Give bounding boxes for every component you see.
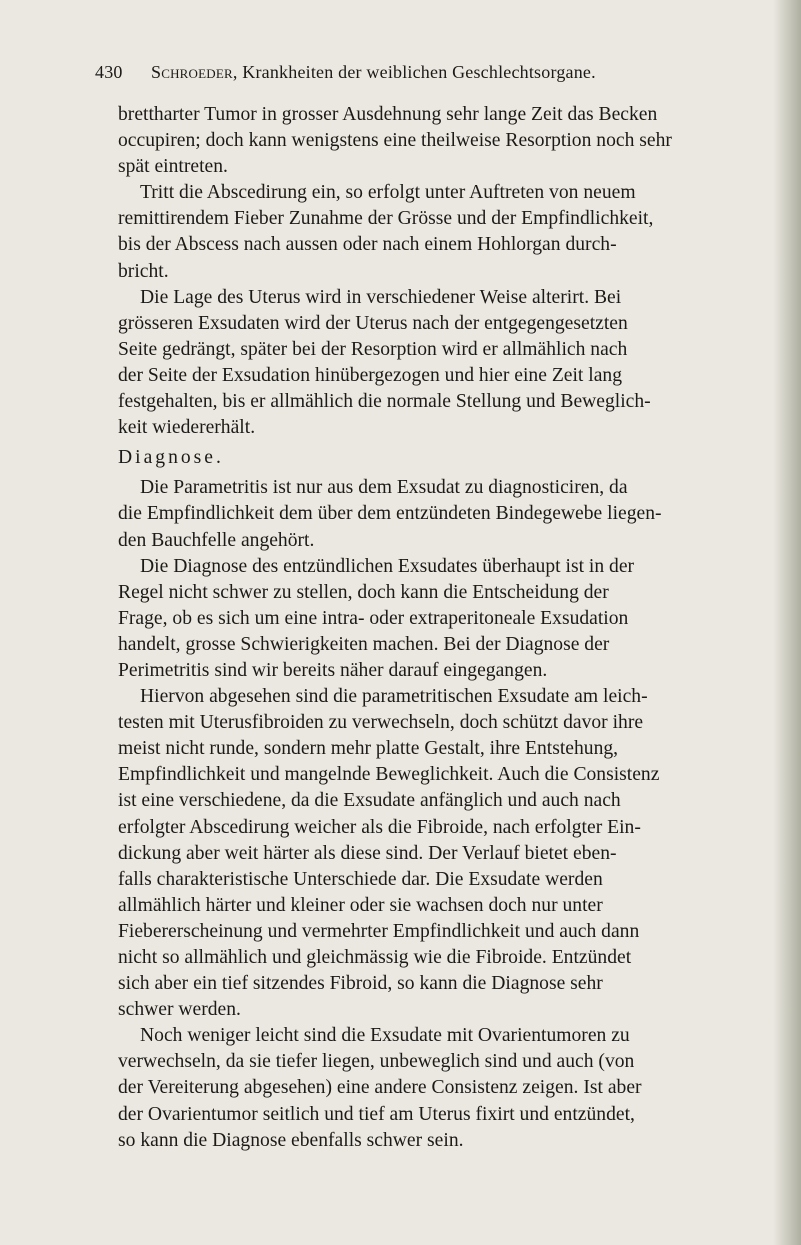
text-line: Die Diagnose des entzündlichen Exsudates überhaupt ist in der bbox=[140, 555, 635, 577]
text-line: Fiebererscheinung und vermehrter Empfindlichkeit und auch dann bbox=[118, 920, 640, 942]
text-line: remittirendem Fieber Zunahme der Grösse und der Empfindlichkeit, bbox=[118, 208, 654, 230]
paragraph bbox=[118, 102, 750, 180]
text-line: sich aber ein tief sitzendes Fibroid, so kann die Diagnose sehr bbox=[118, 973, 603, 995]
text-line: meist nicht runde, sondern mehr platte Gestalt, ihre Entstehung, bbox=[118, 738, 619, 760]
text-line: die Empfindlichkeit dem über dem entzündeten Bindegewebe liegen- bbox=[118, 503, 662, 525]
header-author: Schroeder, bbox=[151, 62, 238, 82]
text-line: bis der Abscess nach aussen oder nach einem Hohlorgan durch- bbox=[118, 234, 617, 256]
text-line: Noch weniger leicht sind die Exsudate mit Ovarientumoren zu bbox=[140, 1025, 630, 1047]
text-line: Frage, ob es sich um eine intra- oder extraperitoneale Exsudation bbox=[118, 607, 629, 629]
paragraph bbox=[118, 684, 750, 1023]
text-line: dickung aber weit härter als diese sind. Der Verlauf bietet eben- bbox=[118, 842, 617, 864]
text-line: spät eintreten. bbox=[118, 156, 228, 178]
text-line: falls charakteristische Unterschiede dar. Die Exsudate werden bbox=[118, 868, 603, 890]
text-line: grösseren Exsudaten wird der Uterus nach der entgegengesetzten bbox=[118, 312, 628, 334]
text-line: den Bauchfelle angehört. bbox=[118, 529, 315, 551]
paragraph bbox=[118, 1023, 750, 1153]
text-line: schwer werden. bbox=[118, 999, 241, 1021]
text-line: nicht so allmählich und gleichmässig wie die Fibroide. Entzündet bbox=[118, 947, 632, 968]
body-text bbox=[118, 102, 750, 1154]
text-line: Die Lage des Uterus wird in verschiedener Weise alterirt. Bei bbox=[140, 286, 622, 308]
text-line: allmählich härter und kleiner oder sie wachsen doch nur unter bbox=[118, 894, 603, 916]
text-line: Seite gedrängt, später bei der Resorption wird er allmählich nach bbox=[118, 338, 628, 360]
text-line: handelt, grosse Schwierigkeiten machen. Bei der Diagnose der bbox=[118, 633, 610, 655]
running-header bbox=[95, 62, 775, 83]
text-line: Tritt die Abscedirung ein, so erfolgt unter Auftreten von neuem bbox=[140, 182, 636, 204]
text-line: ist eine verschiedene, da die Exsudate anfänglich und auch nach bbox=[118, 790, 621, 812]
header-title: Krankheiten der weiblichen Geschlechtsorgane. bbox=[237, 62, 596, 82]
text-line: Die Parametritis ist nur aus dem Exsudat zu diagnosticiren, da bbox=[140, 477, 628, 499]
text-line: Regel nicht schwer zu stellen, doch kann die Entscheidung der bbox=[118, 581, 609, 603]
page-number: 430 bbox=[95, 62, 123, 82]
text-line: der Ovarientumor seitlich und tief am Uterus fixirt und entzündet, bbox=[118, 1103, 635, 1125]
text-line: festgehalten, bis er allmählich die normale Stellung und Beweglich- bbox=[118, 391, 651, 413]
text-line: keit wiedererhält. bbox=[118, 417, 256, 439]
text-line: Empfindlichkeit und mangelnde Beweglichkeit. Auch die Consistenz bbox=[118, 764, 660, 786]
text-line: Hiervon abgesehen sind die parametritischen Exsudate am leich- bbox=[140, 686, 648, 708]
text-line: erfolgter Abscedirung weicher als die Fibroide, nach erfolgter Ein- bbox=[118, 816, 641, 838]
section-heading: Diagnose. bbox=[118, 447, 224, 469]
paragraph bbox=[118, 285, 750, 442]
text-line: bricht. bbox=[118, 260, 169, 282]
text-line: der Vereiterung abgesehen) eine andere Consistenz zeigen. Ist aber bbox=[118, 1077, 642, 1099]
paragraph bbox=[118, 475, 750, 553]
text-line: Perimetritis sind wir bereits näher darauf eingegangen. bbox=[118, 659, 548, 681]
text-line: testen mit Uterusfibroiden zu verwechseln, doch schützt davor ihre bbox=[118, 712, 644, 734]
paragraph bbox=[118, 180, 750, 284]
text-line: so kann die Diagnose ebenfalls schwer sein. bbox=[118, 1129, 464, 1151]
text-line: occupiren; doch kann wenigstens eine theilweise Resorption noch sehr bbox=[118, 130, 672, 152]
text-line: brettharter Tumor in grosser Ausdehnung sehr lange Zeit das Becken bbox=[118, 104, 658, 125]
text-line: verwechseln, da sie tiefer liegen, unbeweglich sind und auch (von bbox=[118, 1051, 635, 1073]
page-edge-shadow bbox=[773, 0, 801, 1245]
paragraph bbox=[118, 554, 750, 684]
text-line: der Seite der Exsudation hinübergezogen und hier eine Zeit lang bbox=[118, 364, 623, 386]
